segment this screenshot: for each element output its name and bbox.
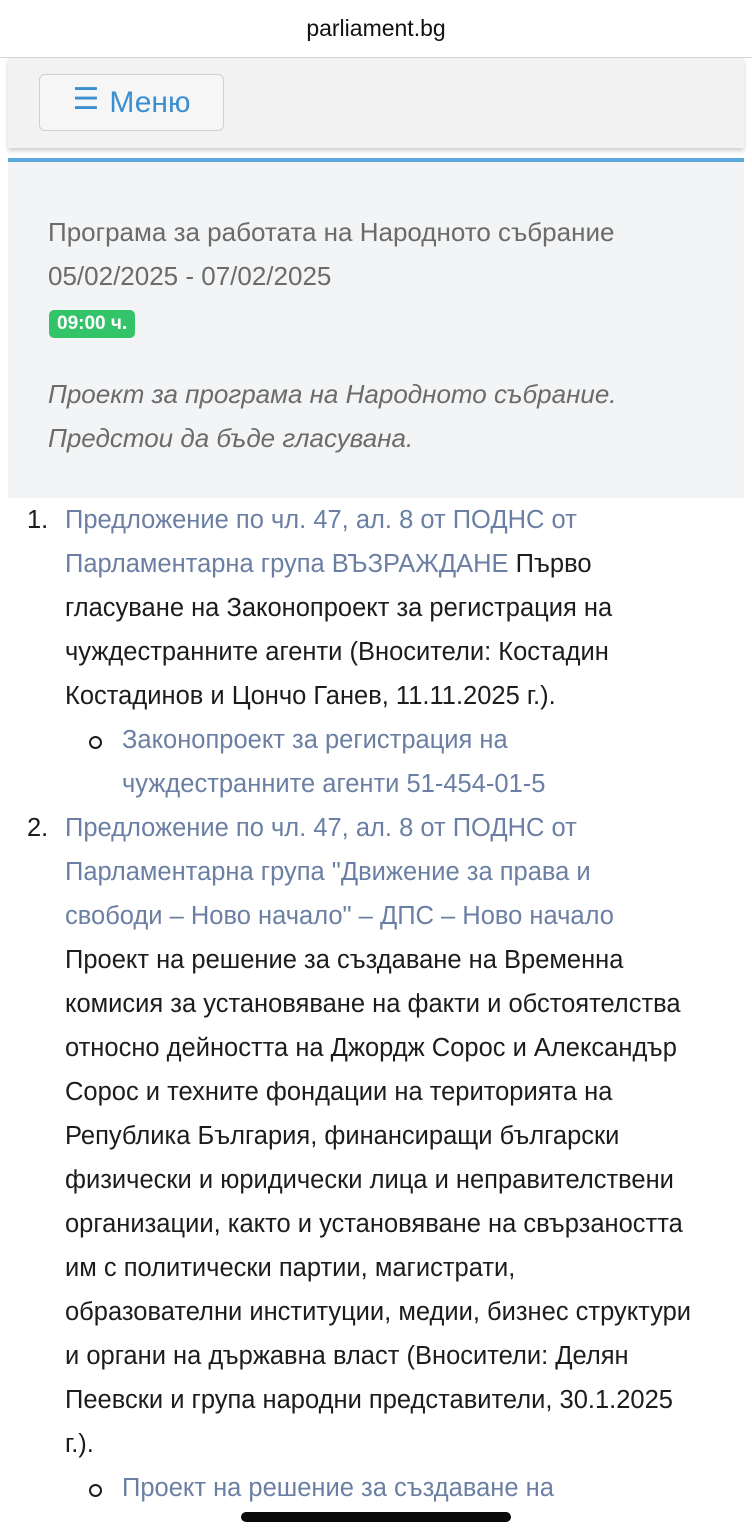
top-navbar bbox=[8, 58, 744, 148]
agenda-item-text: Проект на решение за създаване на Временна комисия за установяване на факти и обстоятелства относно дейността на Джордж Сорос и Александър Сорос и техните фондации на територията на Република България, финансиращи български физически и юридически лица и неправителствени организации, както и установяване на свързаността им с политически партии, магистрати, образователни институции, медии, бизнес структури и органи на държавна власт (Вносители: Делян Пеевски и група народни представители, 30.1.2025 г.). bbox=[65, 946, 692, 1458]
agenda-sublist bbox=[65, 718, 695, 806]
circle-bullet-icon bbox=[89, 736, 102, 749]
program-title bbox=[48, 210, 728, 298]
program-note-line: Проект за програма на Народното събрание. bbox=[48, 379, 617, 409]
program-note-line: Предстои да бъде гласувана. bbox=[48, 423, 414, 453]
agenda-subitem-link[interactable]: Проект на решение за създаване на bbox=[122, 1474, 554, 1502]
time-badge: 09:00 ч. bbox=[49, 310, 135, 338]
circle-bullet-icon bbox=[89, 1484, 102, 1497]
agenda-item-number: 1. bbox=[27, 506, 49, 534]
agenda-sublist bbox=[65, 1466, 695, 1510]
agenda-subitem bbox=[122, 718, 682, 806]
program-header-panel bbox=[8, 158, 744, 498]
agenda-item-link[interactable]: Предложение по чл. 47, ал. 8 от ПОДНС от Парламентарна група "Движение за права и свободи – Ново начало" – ДПС – Ново начало bbox=[65, 814, 614, 930]
home-indicator[interactable] bbox=[241, 1512, 511, 1522]
agenda-item-link[interactable]: Предложение по чл. 47, ал. 8 от ПОДНС от Парламентарна група ВЪЗРАЖДАНЕ bbox=[65, 506, 577, 578]
agenda-item-text: Първо гласуване на Законопроект за регистрация на чуждестранните агенти (Вносители: Костадин Костадинов и Цончо Ганев, 11.11.2025 г.). bbox=[65, 550, 613, 710]
agenda-item-number: 2. bbox=[27, 814, 49, 842]
agenda-item bbox=[27, 806, 695, 1510]
program-date-range: 05/02/2025 - 07/02/2025 bbox=[48, 261, 332, 291]
browser-url-bar[interactable] bbox=[0, 0, 752, 58]
agenda-subitem bbox=[122, 1466, 682, 1510]
menu-label: Меню bbox=[109, 85, 191, 119]
url-text: parliament.bg bbox=[306, 15, 446, 41]
program-note bbox=[48, 372, 728, 460]
hamburger-icon: ☰ bbox=[72, 83, 100, 116]
agenda-list bbox=[0, 498, 752, 1510]
agenda-content bbox=[0, 498, 752, 1510]
agenda-subitem-link[interactable]: Законопроект за регистрация на чуждестранните агенти 51-454-01-5 bbox=[122, 726, 546, 798]
agenda-item bbox=[27, 498, 695, 806]
menu-button[interactable] bbox=[39, 74, 224, 131]
program-title-line: Програма за работата на Народното събрание bbox=[48, 217, 615, 247]
